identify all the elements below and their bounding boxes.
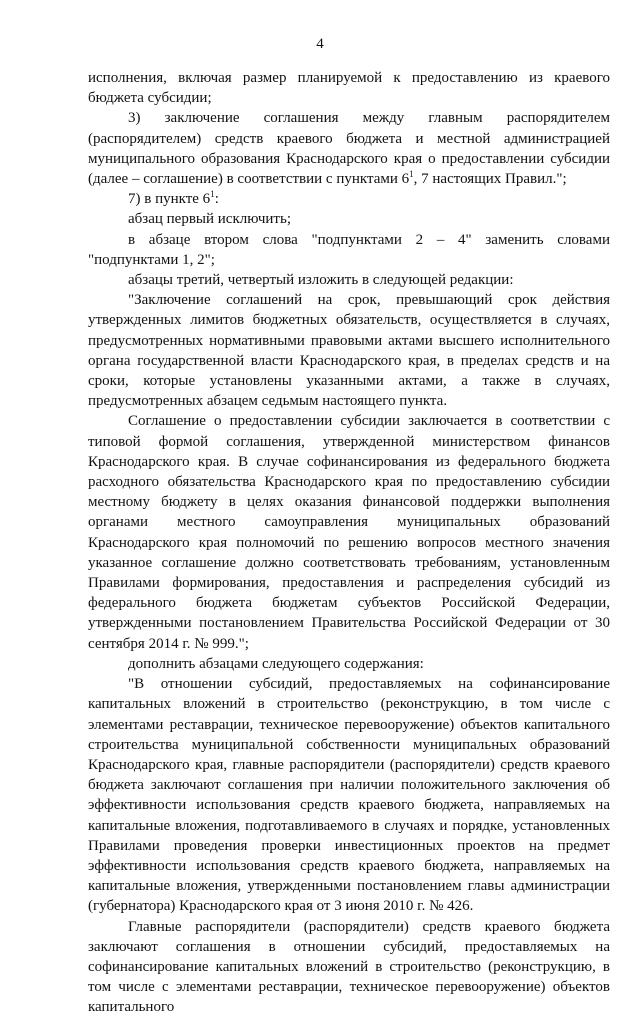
paragraph-text: 3) заключение соглашения между главным распорядителем (распорядителем) средств краевого бюджета и местной администрацией муниципального образования Краснодарского края о предоставлении субсидии (далее – соглашение) в соответствии с пунктами 6 <box>88 110 610 188</box>
paragraph: "Заключение соглашений на срок, превышающий срок действия утвержденных лимитов бюджетных обязательств, осуществляется в случаях, предусмотренных нормативными правовыми актами высшего исполнительного органа государственной власти Краснодарского края, в пределах средств и на сроки, которые установлены указанными актами, а также в случаях, предусмотренных абзацем седьмым настоящего пункта. <box>88 292 610 410</box>
document-body <box>88 68 610 1018</box>
paragraph: абзац первый исключить; <box>128 211 292 228</box>
paragraph-text-continued: : <box>214 191 219 208</box>
paragraph: абзацы третий, четвертый изложить в следующей редакции: <box>128 272 514 289</box>
page-number: 4 <box>316 36 324 52</box>
paragraph: в абзаце втором слова "подпунктами 2 – 4" заменить словами "подпунктами 1, 2"; <box>88 231 610 268</box>
paragraph: Главные распорядители (распорядители) средств краевого бюджета заключают соглашения в отношении субсидий, предоставляемых на софинансирование капитальных вложений в строительство (реконструкцию, в том числе с элементами реставрации, техническое перевооружение) объектов капитального <box>88 918 610 1016</box>
paragraph: "В отношении субсидий, предоставляемых на софинансирование капитальных вложений в строительство (реконструкцию, в том числе с элементами реставрации, техническое перевооружение) объектов капитального строительства муниципальной собственности муниципальных образований Краснодарского края, главные распорядители (распорядители) средств краевого бюджета заключают соглашения при наличии положительного заключения об эффективности использования средств краевого бюджета, направляемых на капитальные вложения, подготавливаемого в случаях и порядке, установленных Правилами проведения проверки инвестиционных проектов на предмет эффективности использования средств краевого бюджета, направляемых на капитальные вложения, утвержденными постановлением главы администрации (губернатора) Краснодарского края от 3 июня 2010 г. № 426. <box>88 676 610 915</box>
paragraph-text-continued: , 7 настоящих Правил."; <box>413 171 567 188</box>
paragraph: исполнения, включая размер планируемой к предоставлению из краевого бюджета субсидии; <box>88 70 610 107</box>
paragraph-text: 7) в пункте 6 <box>128 191 211 208</box>
superscript: 1 <box>409 169 414 180</box>
paragraph <box>88 189 610 209</box>
paragraph: Соглашение о предоставлении субсидии заключается в соответствии с типовой формой соглашения, утвержденной министерством финансов Краснодарского края. В случае софинансирования из федерального бюджета расходного обязательства Краснодарского края по предоставлению субсидии местному бюджету в целях оказания финансовой поддержки выполнения органами местного самоуправления муниципальных образований Краснодарского края полномочий по решению вопросов местного значения указанное соглашение должно соответствовать требованиям, установленным Правилами формирования, предоставления и распределения субсидий из федерального бюджета бюджетам субъектов Российской Федерации, утвержденными постановлением Правительства Российской Федерации от 30 сентября 2014 г. № 999."; <box>88 413 610 652</box>
paragraph <box>88 108 610 189</box>
paragraph: дополнить абзацами следующего содержания: <box>128 655 424 672</box>
superscript: 1 <box>210 189 215 200</box>
